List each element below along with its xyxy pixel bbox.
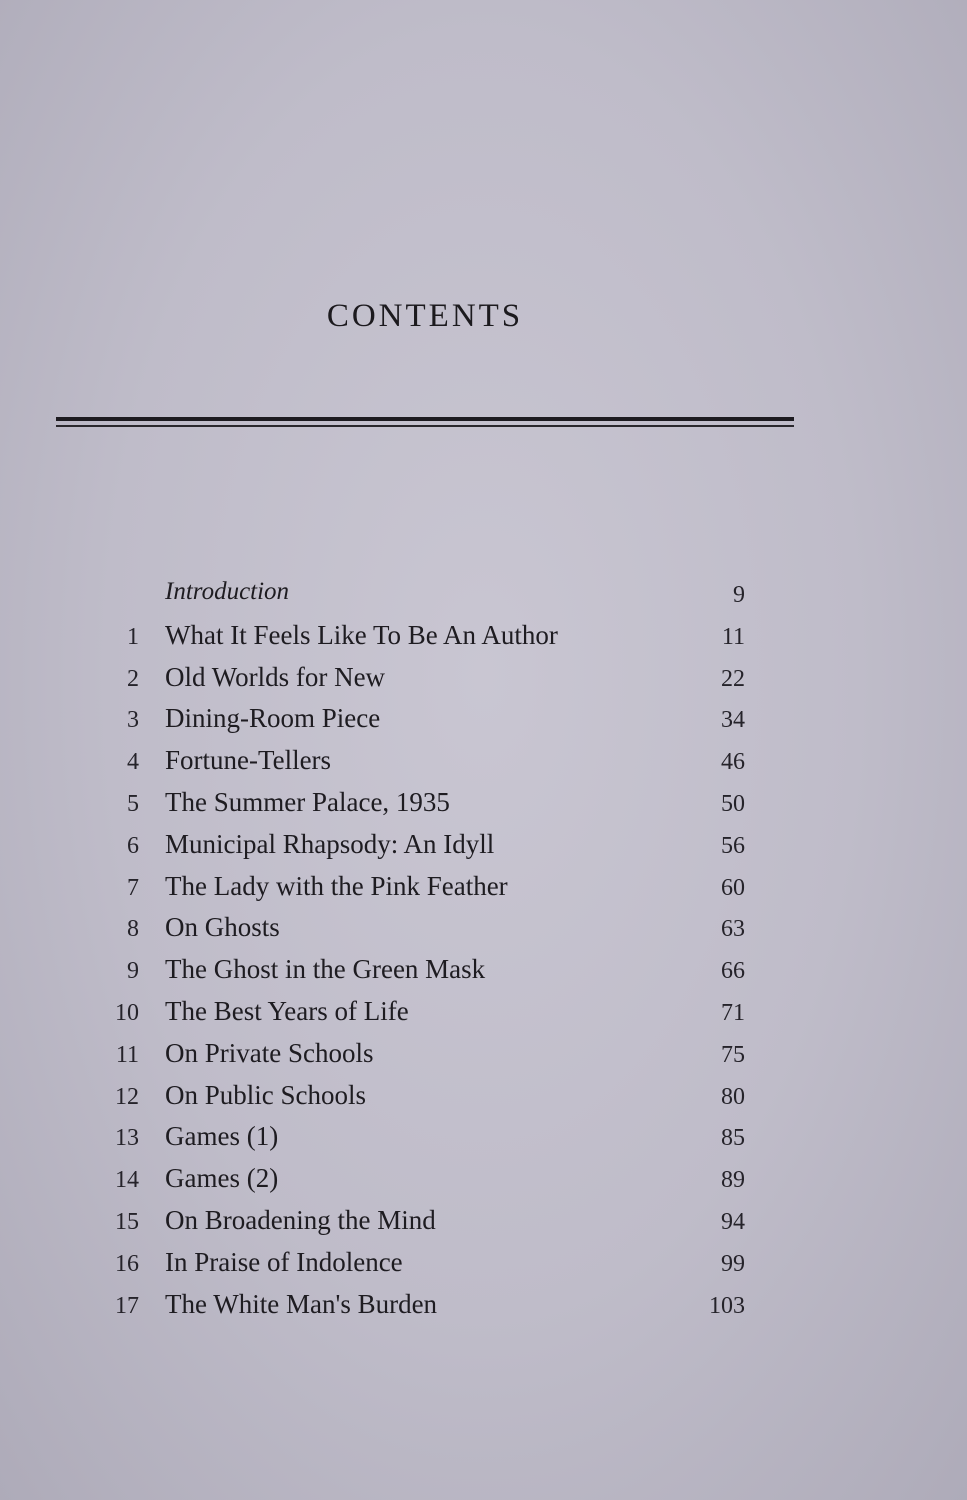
chapter-title: On Ghosts [165, 912, 280, 943]
chapter-number: 8 [127, 916, 139, 943]
chapter-number: 3 [127, 707, 139, 734]
page-number: 34 [721, 707, 745, 734]
toc-entry [0, 616, 967, 658]
toc-entry [0, 950, 967, 992]
chapter-number: 1 [127, 623, 139, 650]
chapter-number: 16 [115, 1250, 139, 1277]
toc-entry [0, 658, 967, 700]
chapter-title: Fortune-Tellers [165, 745, 332, 776]
toc-entry [0, 867, 967, 909]
page-number: 71 [721, 999, 745, 1026]
chapter-number: 12 [115, 1083, 139, 1110]
chapter-number: 4 [127, 749, 139, 776]
chapter-title: The Ghost in the Green Mask [165, 954, 486, 985]
page-number: 66 [721, 958, 745, 985]
chapter-title: Games (2) [165, 1163, 279, 1194]
heading-rule-thick [56, 417, 794, 421]
chapter-number: 13 [115, 1125, 139, 1152]
toc-entry [0, 1243, 967, 1285]
chapter-number: 17 [115, 1292, 139, 1319]
toc-entry [0, 783, 967, 825]
page-number: 9 [733, 582, 745, 608]
toc-entry [0, 825, 967, 867]
chapter-title: Games (1) [165, 1121, 279, 1152]
page-number: 89 [721, 1167, 745, 1194]
toc-entry [0, 1076, 967, 1118]
page-number: 99 [721, 1250, 745, 1277]
page-number: 11 [721, 623, 745, 650]
contents-heading: CONTENTS [326, 298, 524, 334]
chapter-title: In Praise of Indolence [165, 1246, 403, 1277]
chapter-number: 11 [115, 1041, 139, 1068]
chapter-title: What It Feels Like To Be An Author [165, 619, 558, 650]
chapter-number: 10 [115, 999, 139, 1026]
chapter-number: 2 [127, 665, 139, 692]
page-number: 63 [721, 916, 745, 943]
page-number: 103 [709, 1292, 745, 1319]
chapter-title: On Public Schools [165, 1079, 367, 1110]
chapter-title: The Summer Palace, 1935 [165, 786, 450, 817]
toc-entry [0, 741, 967, 783]
page-number: 46 [721, 749, 745, 776]
chapter-title: The Lady with the Pink Feather [165, 870, 508, 901]
heading-rule-thin [56, 425, 794, 427]
toc-entry [0, 1159, 967, 1201]
toc-entry [0, 1285, 967, 1327]
chapter-title: Introduction [165, 578, 290, 605]
chapter-title: The White Man's Burden [165, 1288, 438, 1319]
page-number: 56 [721, 832, 745, 859]
chapter-title: The Best Years of Life [165, 995, 409, 1026]
toc-entry [0, 574, 967, 616]
page-number: 75 [721, 1041, 745, 1068]
toc-entry [0, 1201, 967, 1243]
page-number: 22 [721, 665, 745, 692]
chapter-title: Municipal Rhapsody: An Idyll [165, 828, 495, 859]
chapter-title: Old Worlds for New [165, 661, 386, 692]
toc-entry [0, 1117, 967, 1159]
page-number: 80 [721, 1083, 745, 1110]
toc-entry [0, 1034, 967, 1076]
toc-entry [0, 699, 967, 741]
table-of-contents [0, 574, 967, 1326]
page-number: 94 [721, 1208, 745, 1235]
chapter-number: 14 [115, 1167, 139, 1194]
chapter-number: 9 [127, 958, 139, 985]
chapter-title: On Private Schools [165, 1037, 374, 1068]
chapter-title: On Broadening the Mind [165, 1204, 436, 1235]
toc-entry [0, 908, 967, 950]
chapter-number: 5 [127, 790, 139, 817]
toc-entry [0, 992, 967, 1034]
chapter-number: 7 [127, 874, 139, 901]
page-number: 50 [721, 790, 745, 817]
page-number: 60 [721, 874, 745, 901]
chapter-number: 6 [127, 832, 139, 859]
chapter-title: Dining-Room Piece [165, 703, 381, 734]
chapter-number: 15 [115, 1208, 139, 1235]
page-number: 85 [721, 1125, 745, 1152]
